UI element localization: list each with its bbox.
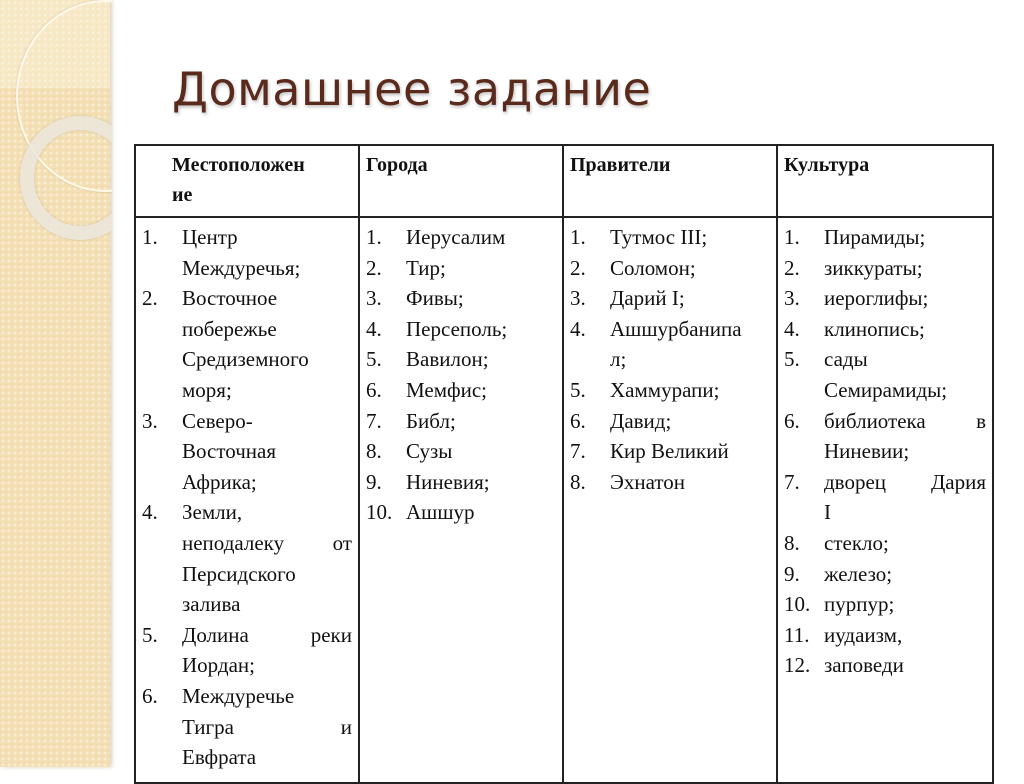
list-item-number: 7. xyxy=(366,408,382,433)
list-item xyxy=(142,620,352,681)
list-item-text: Соломон; xyxy=(610,255,696,280)
list-item-number: 2. xyxy=(784,255,800,280)
list-item-text: библиотека в xyxy=(824,408,986,433)
list-item-number: 6. xyxy=(142,683,158,708)
list-item-number: 6. xyxy=(784,408,800,433)
list-item-number: 12. xyxy=(784,653,811,678)
list-item-text: Ниневии; xyxy=(824,439,910,464)
list-item-text: залива xyxy=(182,592,241,617)
list-item xyxy=(142,406,352,498)
culture-list xyxy=(784,222,986,681)
decorative-rings xyxy=(0,0,112,767)
list-item xyxy=(142,497,352,619)
list-item-text: иероглифы; xyxy=(824,286,929,311)
list-item-number: 11. xyxy=(784,622,810,647)
table-row xyxy=(135,217,993,783)
cell-cities xyxy=(359,217,563,783)
list-item xyxy=(784,344,986,405)
cell-rulers xyxy=(563,217,777,783)
list-item-number: 5. xyxy=(784,347,800,372)
list-item-text: неподалеку от xyxy=(182,530,352,555)
list-item-number: 2. xyxy=(570,255,586,280)
list-item-text: Тутмос III; xyxy=(610,225,708,249)
header-rulers xyxy=(563,145,777,217)
list-item-text: Тир; xyxy=(406,255,446,280)
list-item-text: Семирамиды; xyxy=(824,377,948,402)
list-item-text: Ниневия; xyxy=(406,469,490,494)
list-item xyxy=(784,314,986,345)
header-culture-label: Культура xyxy=(784,154,870,176)
list-item-text: клинопись; xyxy=(824,316,925,341)
header-location-line2: ие xyxy=(172,184,193,206)
list-item-number: 6. xyxy=(570,408,586,433)
list-item-number: 1. xyxy=(784,225,800,249)
list-item-number: 5. xyxy=(142,622,158,647)
list-item-number: 1. xyxy=(570,225,586,249)
list-item-number: 3. xyxy=(366,286,382,311)
list-item xyxy=(784,528,986,559)
list-item-number: 1. xyxy=(142,225,158,249)
list-item-number: 5. xyxy=(570,377,586,402)
list-item-text: Кир Великий xyxy=(610,439,729,464)
list-item-text: Вавилон; xyxy=(406,347,489,372)
list-item-number: 8. xyxy=(366,439,382,464)
list-item xyxy=(784,559,986,590)
list-item-text: Иордан; xyxy=(182,653,255,678)
list-item-text: Междуречья; xyxy=(182,255,301,280)
list-item-text: Хаммурапи; xyxy=(610,377,720,402)
list-item xyxy=(784,406,986,467)
list-item xyxy=(570,436,770,467)
list-item-number: 4. xyxy=(570,316,586,341)
header-cities-label: Города xyxy=(366,154,428,176)
list-item-number: 4. xyxy=(366,316,382,341)
list-item-number: 8. xyxy=(784,530,800,555)
list-item-number: 6. xyxy=(366,377,382,402)
list-item-number: 3. xyxy=(570,286,586,311)
list-item xyxy=(570,375,770,406)
list-item xyxy=(366,406,556,437)
list-item xyxy=(784,283,986,314)
list-item-text: Африка; xyxy=(182,469,257,494)
header-cities xyxy=(359,145,563,217)
list-item-text: Ашшурбанипа xyxy=(610,316,742,341)
list-item-text: Эхнатон xyxy=(610,469,686,494)
list-item xyxy=(784,620,986,651)
list-item xyxy=(142,222,352,283)
list-item xyxy=(784,253,986,284)
list-item-text: Тигра и xyxy=(182,714,352,739)
list-item xyxy=(784,589,986,620)
slide-title: Домашнее задание xyxy=(172,62,652,116)
list-item-text: Долина реки xyxy=(182,622,352,647)
list-item xyxy=(366,283,556,314)
list-item xyxy=(142,681,352,773)
list-item-text: Междуречье xyxy=(182,683,295,708)
list-item-text: Средиземного xyxy=(182,347,309,372)
list-item xyxy=(366,222,556,253)
list-item-text: I xyxy=(824,500,831,525)
list-item-text: Центр xyxy=(182,225,238,249)
list-item xyxy=(570,283,770,314)
list-item-text: Евфрата xyxy=(182,745,257,770)
list-item xyxy=(570,314,770,375)
list-item xyxy=(366,314,556,345)
list-item-text: Давид; xyxy=(610,408,672,433)
cell-location xyxy=(135,217,359,783)
list-item-text: стекло; xyxy=(824,530,889,555)
list-item-text: Дарий I; xyxy=(610,286,685,311)
list-item-text: моря; xyxy=(182,377,232,402)
list-item-text: Восточная xyxy=(182,439,276,464)
list-item xyxy=(366,436,556,467)
list-item-text: сады xyxy=(824,347,868,372)
list-item-number: 5. xyxy=(366,347,382,372)
list-item xyxy=(366,467,556,498)
list-item-text: Восточное xyxy=(182,286,278,311)
rulers-list xyxy=(570,222,770,497)
list-item-number: 7. xyxy=(570,439,586,464)
list-item-number: 4. xyxy=(142,500,158,525)
list-item-number: 7. xyxy=(784,469,800,494)
header-location xyxy=(135,145,359,217)
location-list xyxy=(142,222,352,773)
list-item-number: 2. xyxy=(366,255,382,280)
list-item-text: Северо- xyxy=(182,408,253,433)
list-item-number: 4. xyxy=(784,316,800,341)
list-item-text: дворец Дария xyxy=(824,469,986,494)
list-item-text: пурпур; xyxy=(824,592,895,617)
list-item-text: зиккураты; xyxy=(824,255,923,280)
list-item xyxy=(366,344,556,375)
list-item xyxy=(570,406,770,437)
list-item-number: 9. xyxy=(784,561,800,586)
list-item xyxy=(784,650,986,681)
list-item-text: побережье xyxy=(182,316,277,341)
list-item xyxy=(570,467,770,498)
list-item xyxy=(366,497,556,528)
list-item-text: Земли, xyxy=(182,500,243,525)
list-item xyxy=(142,283,352,405)
list-item xyxy=(366,253,556,284)
list-item-text: Ашшур xyxy=(406,500,475,525)
header-rulers-label: Правители xyxy=(570,154,671,176)
list-item-text: иудаизм, xyxy=(824,622,903,647)
list-item-number: 10. xyxy=(366,500,393,525)
list-item xyxy=(366,375,556,406)
list-item xyxy=(784,222,986,253)
list-item-number: 3. xyxy=(142,408,158,433)
list-item-number: 2. xyxy=(142,286,158,311)
cell-culture xyxy=(777,217,993,783)
list-item-number: 10. xyxy=(784,592,811,617)
list-item xyxy=(570,222,770,253)
list-item-text: железо; xyxy=(824,561,893,586)
list-item-text: Персидского xyxy=(182,561,296,586)
list-item-number: 9. xyxy=(366,469,382,494)
list-item xyxy=(784,467,986,528)
list-item-text: л; xyxy=(610,347,627,372)
list-item-text: заповеди xyxy=(824,653,904,678)
list-item-number: 8. xyxy=(570,469,586,494)
table-header-row xyxy=(135,145,993,217)
list-item-text: Пирамиды; xyxy=(824,225,926,249)
list-item-text: Иерусалим xyxy=(406,225,506,249)
list-item-text: Фивы; xyxy=(406,286,464,311)
header-culture xyxy=(777,145,993,217)
cities-list xyxy=(366,222,556,528)
list-item-text: Библ; xyxy=(406,408,456,433)
header-location-line1: Местоположен xyxy=(172,154,305,176)
list-item-number: 1. xyxy=(366,225,382,249)
list-item xyxy=(570,253,770,284)
list-item-number: 3. xyxy=(784,286,800,311)
list-item-text: Персеполь; xyxy=(406,316,508,341)
homework-table xyxy=(134,144,994,784)
list-item-text: Мемфис; xyxy=(406,377,488,402)
list-item-text: Сузы xyxy=(406,439,453,464)
